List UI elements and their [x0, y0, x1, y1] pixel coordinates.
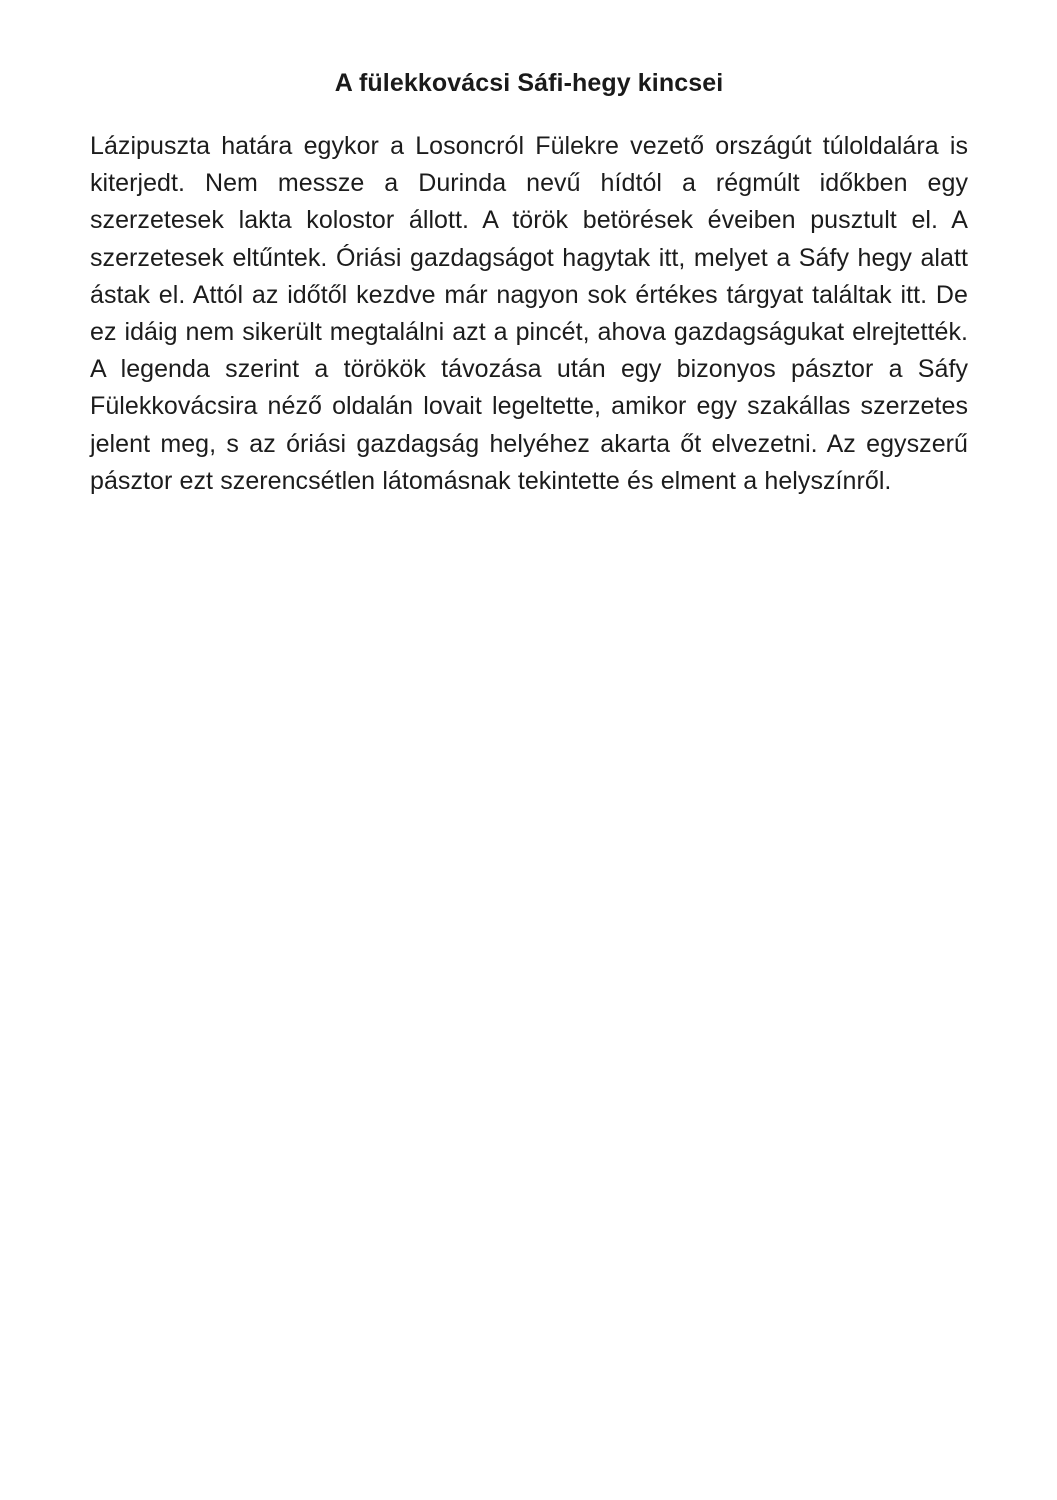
body-paragraph: Lázipuszta határa egykor a Losoncról Fülekre vezető országút túloldalára is kiterjedt. Nem messze a Durinda nevű hídtól a régmúlt időkben egy szerzetesek lakta kolostor állott. A török betörések éveiben pusztult el. A szerzetesek eltűntek. Óriási gazdagságot hagytak itt, melyet a Sáfy hegy alatt ástak el. Attól az időtől kezdve már nagyon sok értékes tárgyat találtak itt. De ez idáig nem sikerült megtalálni azt a pincét, ahova gazdagságukat elrejtették. A legenda szerint a törökök távozása után egy bizonyos pásztor a Sáfy Fülekkovácsira néző oldalán lovait legeltette, amikor egy szakállas szerzetes jelent meg, s az óriási gazdagság helyéhez akarta őt elvezetni. Az egyszerű pásztor ezt szerencsétlen látomásnak tekintette és elment a helyszínről.: [90, 132, 968, 495]
document-body: [90, 128, 968, 500]
page-title: A fülekkovácsi Sáfi-hegy kincsei: [334, 68, 724, 97]
